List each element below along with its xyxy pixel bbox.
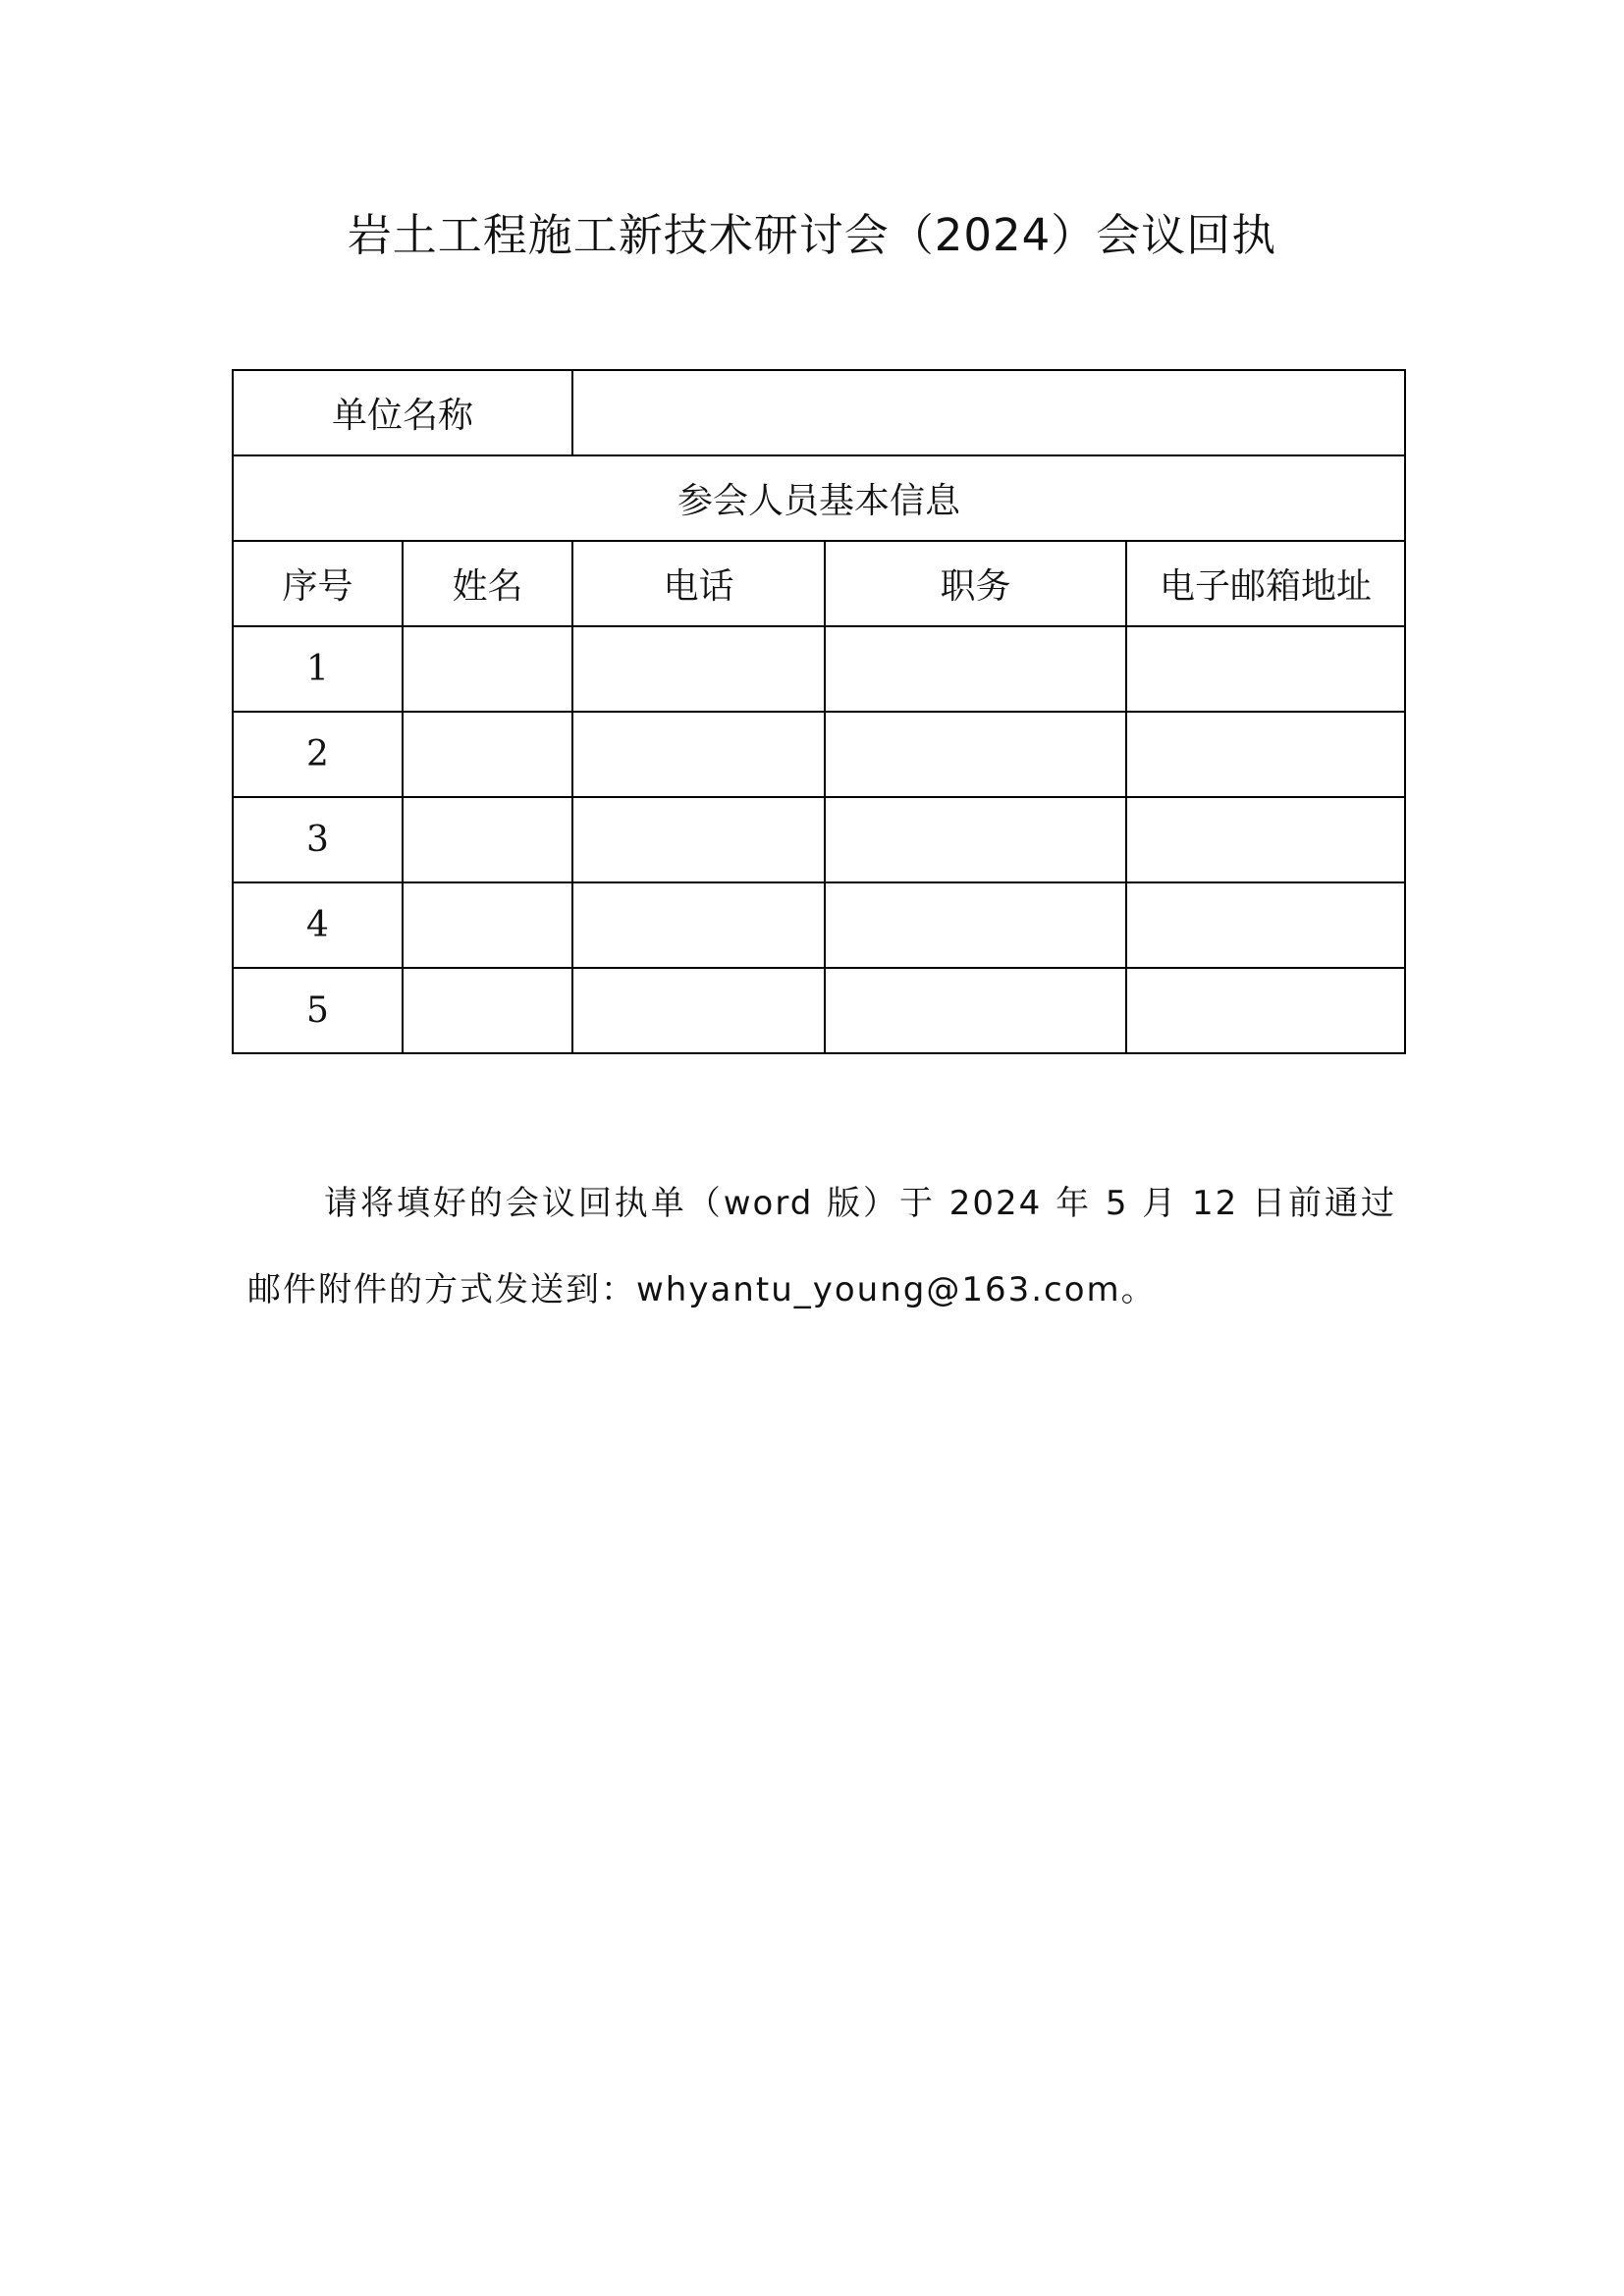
email-cell[interactable]: [1126, 712, 1405, 797]
row-number-cell: 5: [233, 968, 403, 1053]
column-header-phone: 电话: [572, 541, 825, 626]
phone-cell[interactable]: [572, 626, 825, 712]
name-cell[interactable]: [403, 626, 572, 712]
name-cell[interactable]: [403, 968, 572, 1053]
name-cell[interactable]: [403, 712, 572, 797]
org-row: [233, 370, 1405, 455]
row-number-cell: 3: [233, 797, 403, 882]
title-cell[interactable]: [825, 882, 1126, 968]
email-cell[interactable]: [1126, 968, 1405, 1053]
title-cell[interactable]: [825, 968, 1126, 1053]
row-number-cell: 1: [233, 626, 403, 712]
column-header-title: 职务: [825, 541, 1126, 626]
title-cell[interactable]: [825, 626, 1126, 712]
email-cell[interactable]: [1126, 882, 1405, 968]
table-row: [233, 968, 1405, 1053]
phone-cell[interactable]: [572, 968, 825, 1053]
header-row: [233, 541, 1405, 626]
note-line-1: 请将填好的会议回执单（word 版）于 2024 年 5 月 12 日前通过: [324, 1184, 1396, 1223]
table-row: [233, 882, 1405, 968]
name-cell[interactable]: [403, 882, 572, 968]
section-row: [233, 455, 1405, 541]
org-label: 单位名称: [233, 370, 572, 455]
name-cell[interactable]: [403, 797, 572, 882]
table-row: [233, 626, 1405, 712]
row-number-cell: 4: [233, 882, 403, 968]
phone-cell[interactable]: [572, 712, 825, 797]
email-cell[interactable]: [1126, 797, 1405, 882]
table-row: [233, 797, 1405, 882]
column-header-number: 序号: [233, 541, 403, 626]
column-header-email: 电子邮箱地址: [1126, 541, 1405, 626]
phone-cell[interactable]: [572, 797, 825, 882]
column-header-name: 姓名: [403, 541, 572, 626]
row-number-cell: 2: [233, 712, 403, 797]
email-cell[interactable]: [1126, 626, 1405, 712]
note-line-2: 邮件附件的方式发送到：whyantu_young@163.com。: [247, 1270, 1157, 1309]
org-input-cell[interactable]: [572, 370, 1405, 455]
table-row: [233, 712, 1405, 797]
title-cell[interactable]: [825, 797, 1126, 882]
section-heading: 参会人员基本信息: [233, 455, 1405, 541]
title-cell[interactable]: [825, 712, 1126, 797]
registration-form-table: [232, 369, 1406, 1054]
phone-cell[interactable]: [572, 882, 825, 968]
submission-note: [247, 1160, 1396, 1333]
page-title: 岩土工程施工新技术研讨会（2024）会议回执: [347, 209, 1277, 261]
